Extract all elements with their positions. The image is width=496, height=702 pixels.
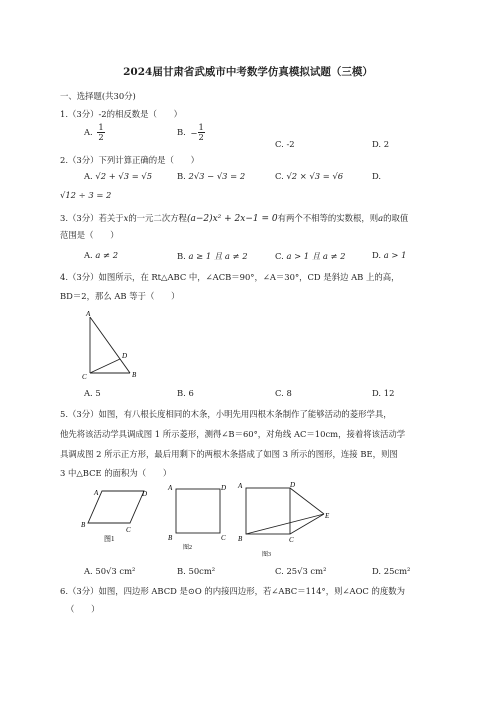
q5-option-b [177,566,215,576]
q5-option-a [84,566,135,576]
option-text: a ≥ 1 且 a ≠ 2 [188,251,248,261]
fraction-neg-one-half: $\frac{1}{2}$ [198,122,204,142]
option-text: 6 [188,388,194,398]
q2-option-b [177,171,245,181]
option-letter: B. [177,388,186,398]
option-letter: A. [84,127,93,137]
option-letter: D. [372,250,382,260]
q1-option-d [372,139,389,149]
q4-option-b [177,388,194,398]
option-letter: A. [84,250,93,260]
option-text: 5 [95,388,101,398]
q3-option-c [275,250,345,262]
label-e: E [325,512,330,520]
square-abcd [246,488,290,534]
label-c: C [126,526,131,534]
question-1-stem: 1.（3分）-2的相反数是（ ） [60,109,182,119]
question-4-stem-line2: BD＝2，那么 AB 等于（ ） [60,291,180,301]
segment-be [246,514,324,534]
label-a: A [86,310,91,318]
option-text: a > 1 且 a ≠ 2 [286,251,346,261]
option-letter: B. [177,251,186,261]
option-text: -2 [286,139,295,149]
option-text: √2 × √3 = √6 [286,171,344,181]
label-d: D [221,484,227,492]
q3-text: 3.（3分）若关于 [60,213,124,223]
label-d: D [142,490,148,498]
option-text: 8 [286,388,292,398]
option-text: a > 1 [383,250,407,260]
option-text: a ≠ 2 [95,250,119,260]
caption-fig2: 图2 [183,545,193,550]
question-5-stem-line2: 他先将该活动学具调成图 1 所示菱形，测得∠B＝60°，对角线 AC＝10cm，接着将该活动学 [60,429,406,439]
q3-option-b [177,250,248,262]
option-text: 50cm² [188,566,216,576]
q5-option-c [275,566,326,576]
q2-option-d-text: √12 ÷ 3 = 2 [60,190,112,200]
question-5-stem-line4: 3 中△BCE 的面积为（ ） [60,468,172,478]
option-letter: A. [84,171,93,181]
question-6-stem-line1: 6.（3分）如图，四边形 ABCD 是⊙O 的内接四边形，若∠ABC＝114°，则∠AOC 的度数为 [60,586,406,596]
q1-option-b: B. − $\frac{1}{2}$ [177,122,204,142]
q3-text: 有两个不相等的实数根，则 [277,213,379,223]
q1-option-c [275,139,295,149]
caption-fig1: 图1 [104,535,115,543]
label-b: B [81,521,86,529]
option-letter: C. [275,251,284,261]
q5-figure-2-square [167,482,229,550]
option-text: 2√3 − √3 = 2 [188,171,246,181]
q3-text: 的一元二次方程 [128,213,187,223]
question-4-stem-line1: 4.（3分）如图所示，在 Rt△ABC 中，∠ACB＝90°，∠A＝30°，CD 是斜边 AB 上的高， [60,272,400,282]
label-b: B [132,371,137,379]
question-5-stem-line1: 5.（3分）如图，有八根长度相同的木条，小明先用四根木条制作了能够活动的菱形学具， [60,409,392,419]
document-title: 2024届甘肃省武威市中考数学仿真模拟试题（三模） [123,66,373,78]
label-b: B [168,534,173,542]
question-6-stem-line2: （ ） [66,604,100,614]
q3-option-a [84,250,118,260]
q5-figure-3 [236,480,336,558]
fraction-one-half: $\frac{1}{2}$ [98,122,104,142]
section-heading: 一、选择题(共30分) [60,91,136,101]
question-3-stem-line2: 范围是（ ） [60,230,119,240]
option-letter: C. [275,388,284,398]
option-text: 12 [383,388,395,398]
segment-de [290,488,324,514]
option-letter: A. [84,388,93,398]
option-letter: D. [372,171,382,181]
q4-triangle-figure [78,309,148,381]
q4-option-a [84,388,101,398]
label-a: A [94,489,99,497]
q5-option-d [372,566,410,576]
caption-fig3: 图3 [262,552,272,558]
option-text: 25cm² [383,566,411,576]
option-letter: B. [177,127,186,137]
side-ab [90,317,130,373]
question-5-stem-line3: 具调成图 2 所示正方形，最后用剩下的两根木条搭成了如图 3 所示的图形，连接 BE，则图 [60,449,398,459]
option-letter: A. [84,566,93,576]
q3-equation: (a−2)x² + 2x−1 = 0 [186,214,278,224]
option-letter: C. [275,566,284,576]
label-d: D [122,352,128,360]
option-text: √2 + √3 = √5 [95,171,153,181]
q2-option-c [275,171,343,181]
q2-option-d [372,171,381,181]
option-letter: D. [372,566,382,576]
option-letter: C. [275,139,284,149]
q3-var-x: x [123,213,129,223]
q4-option-d [372,388,394,398]
option-text: 25√3 cm² [286,566,327,576]
q3-text: 的取值 [383,213,409,223]
question-2-stem: 2.（3分）下列计算正确的是（ ） [60,155,199,165]
segment-ce [290,514,324,534]
option-text: 50√3 cm² [95,566,136,576]
option-letter: C. [275,171,284,181]
q4-option-c [275,388,292,398]
question-3-stem-line1 [60,212,408,224]
q1-option-a [84,123,105,142]
label-c: C [82,373,87,381]
option-text: 2 [383,139,390,149]
label-b: B [238,535,243,543]
q3-var-a: a [378,213,384,223]
option-letter: B. [177,171,186,181]
option-letter: D. [372,388,382,398]
option-letter: B. [177,566,186,576]
label-c: C [289,536,294,544]
label-a: A [238,482,243,490]
q2-option-a [84,171,152,181]
altitude-cd [90,359,120,373]
square-abcd [176,489,220,533]
q5-figure-1-rhombus [80,483,152,543]
label-d: D [290,481,296,489]
q3-option-d [372,250,406,260]
label-c: C [221,534,226,542]
label-a: A [168,484,173,492]
option-letter: D. [372,139,382,149]
